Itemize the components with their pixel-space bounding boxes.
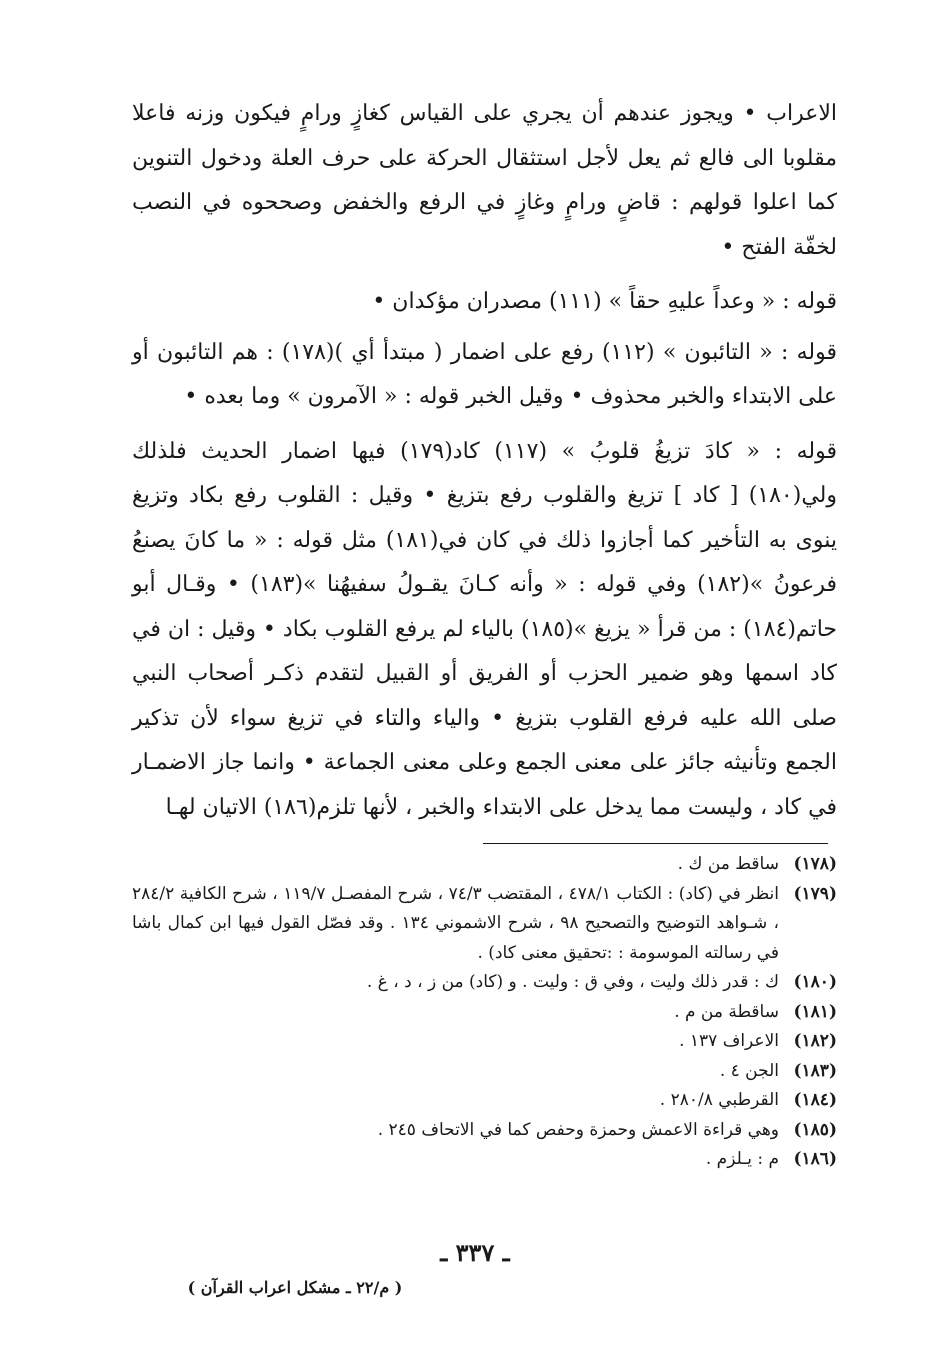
footnote [132,1086,837,1116]
footnote-text: وهي قراءة الاعمش وحمزة وحفص كما في الاتحاف ٢٤٥ . [377,1119,779,1140]
main-text [132,92,837,830]
footnote-text: ساقطة من م . [674,1001,779,1022]
running-footer: ( م/٢٢ ـ مشكل اعراب القرآن ) [187,1278,403,1297]
footnote-number: (١٨٢) [793,1031,837,1051]
footnote-divider [483,843,828,844]
footnote [132,880,837,969]
footnote-text: م : يـلزم . [705,1149,779,1169]
footnote [132,1057,837,1087]
footnote-text: ك : قدر ذلك وليت ، وفي ق : وليت . و (كاد) من ز ، د ، غ . [366,972,779,992]
footnotes [132,850,837,1175]
footnote [132,850,837,880]
footnote [132,998,837,1028]
paragraph: قوله : « وعداً عليهِ حقاً » (١١١) مصدران مؤكدان • [372,289,837,314]
paragraph: الاعراب • ويجوز عندهم أن يجري على القياس كغازٍ ورامٍ فيكون وزنه فاعلا مقلوبا الى فالع ثم يعل لأجل استثقال الحركة على حرف العلة ودخول التنوين كما اعلوا قولهم : قاضٍ ورامٍ وغازٍ في الرفع والخفض وصححوه في النصب لخفّة الفتح • [132,101,837,260]
footnote-number: (١٧٩) [793,883,837,904]
paragraph: قوله : « كادَ تزيغُ قلوبُ » (١١٧) كاد(١٧٩) فيها اضمار الحديث فلذلك ولي(١٨٠) [ كاد ] تزيغ والقلوب رفع بتزيغ • وقيل : القلوب رفع بكاد وتزيغ ينوى به التأخير كما أجازوا ذلك في كان في(١٨١) مثل قوله : « ما كانَ يصنعُ فرعونُ »(١٨٢) وفي قوله : « وأنه كـانَ يقـولُ سفيهُنا »(١٨٣) • وقـال أبو حاتم(١٨٤) : من قرأ « يزيغ »(١٨٥) بالياء لم يرفع القلوب بكاد • وقيل : ان في كاد اسمها وهو ضمير الحزب أو الفريق أو القبيل لتقدم ذكـر أصحاب النبي صلى الله عليه فرفع القلوب بتزيغ • والياء والتاء في تزيغ سواء لأن تذكير الجمع وتأنيثه جائز على معنى الجمع وعلى معنى الجماعة • وانما جاز الاضمـار في كاد ، وليست مما يدخل على الابتداء والخبر ، لأنها تلزم(١٨٦) الاتيان لهـا [131,438,837,820]
paragraph: قوله : « التائبون » (١١٢) رفع على اضمار ( مبتدأ أي )(١٧٨) : هم التائبون أو على الابتداء والخبر محذوف • وقيل الخبر قوله : « الآمرون » وما بعده • [132,339,838,409]
footnote-number: (١٧٨) [793,854,837,874]
footnote-number: (١٨٣) [793,1060,837,1081]
footnote [132,1027,837,1057]
footnote-number: (١٨١) [793,1001,837,1022]
footnote-number: (١٨٦) [793,1149,837,1169]
footnote-number: (١٨٠) [793,972,837,992]
footnote-number: (١٨٥) [793,1119,837,1140]
footnote [132,968,837,998]
footnote-text: الجن ٤ . [719,1060,779,1081]
footnote-text: القرطبي ٢٨٠/٨ . [659,1090,779,1110]
footnote [132,1145,837,1175]
footnote-text: الاعراف ١٣٧ . [679,1031,779,1051]
footnote-text: انظر في (كاد) : الكتاب ٤٧٨/١ ، المقتضب ٧٤/٣ ، شرح المفصـل ١١٩/٧ ، شرح الكافية ٢٨٤/٢ ، شـواهد التوضيح والتصحيح ٩٨ ، شرح الاشموني ١٣٤ . وقد فصّل القول فيها ابن كمال باشا في رسالته الموسومة : :تحقيق معنى كاد) . [132,883,780,963]
page-number: ـ ٣٣٧ ـ [440,1238,510,1267]
footnote [132,1116,837,1146]
footnote-text: ساقط من ك . [677,854,779,874]
footnote-number: (١٨٤) [793,1090,837,1110]
